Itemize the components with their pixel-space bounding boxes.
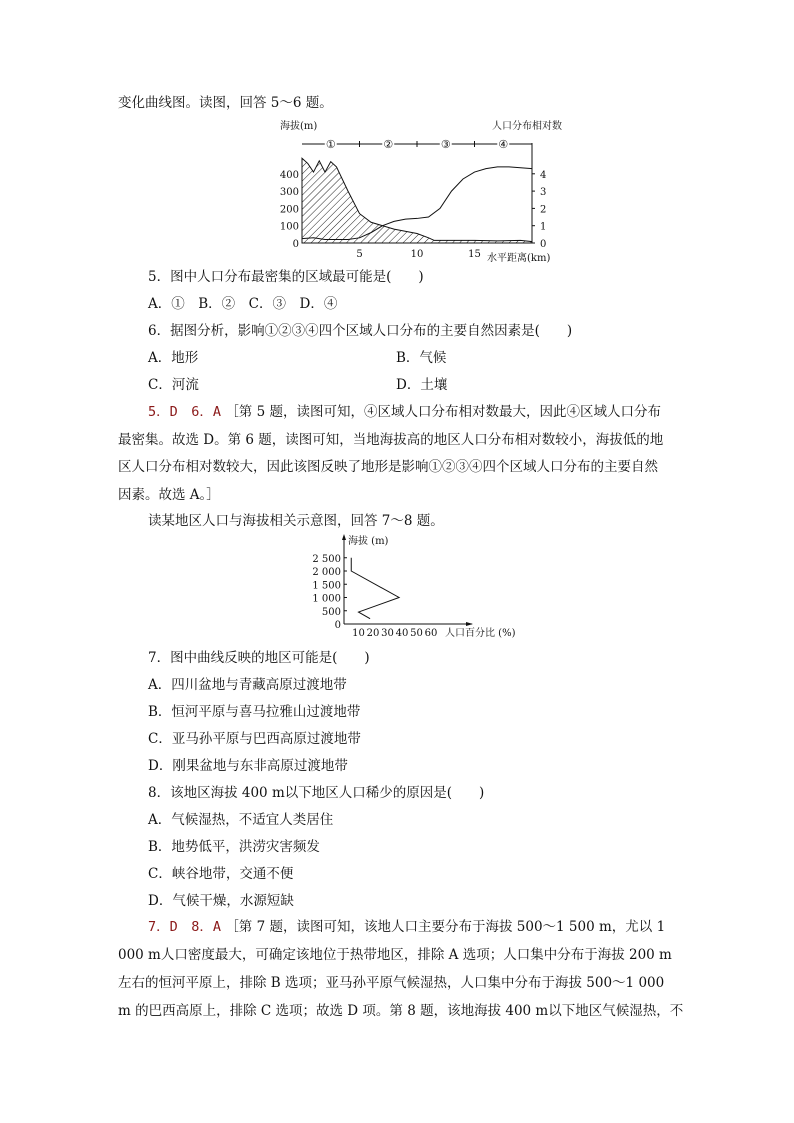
q7-stem: 7．图中曲线反映的地区可能是( ) bbox=[148, 650, 370, 666]
y-left-tick-label: 100 bbox=[280, 221, 299, 233]
y-right-tick-label: 3 bbox=[540, 187, 547, 199]
q8-option-a: A．气候湿热，不适宜人类居住 bbox=[148, 812, 334, 828]
y-right-tick-label: 1 bbox=[540, 221, 547, 233]
y-arrow bbox=[342, 534, 346, 540]
x-tick-label: 30 bbox=[381, 628, 394, 639]
x-label: 人口百分比 (%) bbox=[445, 628, 516, 639]
chart-population-altitude bbox=[300, 532, 540, 640]
q5-options: A．① B．② C．③ D．④ bbox=[148, 296, 338, 312]
intro-5-6: 变化曲线图。读图，回答 5～6 题。 bbox=[118, 95, 333, 111]
answer-label: 7．D 8．A bbox=[148, 919, 222, 935]
x-tick-label: 60 bbox=[424, 628, 438, 639]
q6-option-d: D．土壤 bbox=[396, 377, 448, 393]
answer-5-6-line3: 区人口分布相对数较大，因此该图反映了地形是影响①②③④四个区域人口分布的主要自然 bbox=[118, 459, 658, 475]
region-label: ④ bbox=[498, 138, 509, 151]
q6-stem: 6．据图分析，影响①②③④四个区域人口分布的主要自然因素是( ) bbox=[148, 323, 573, 339]
region-label: ② bbox=[383, 138, 394, 151]
y-tick-label: 500 bbox=[321, 606, 341, 618]
q8-option-c: C．峡谷地带，交通不便 bbox=[148, 866, 294, 882]
answer-5-6-line1: 5．D 6．A ［第 5 题，读图可知，④区域人口分布相对数最大，因此④区域人口分布 bbox=[148, 404, 661, 420]
region-label: ③ bbox=[440, 138, 451, 151]
terrain-area bbox=[302, 158, 532, 243]
intro-7-8: 读某地区人口与海拔相关示意图，回答 7～8 题。 bbox=[148, 513, 444, 529]
y-left-tick-label: 0 bbox=[292, 239, 299, 250]
q6-option-c: C．河流 bbox=[148, 377, 199, 393]
y-tick-label: 2 500 bbox=[312, 553, 341, 565]
answer-5-6-line4: 因素。故选 A。］ bbox=[118, 487, 220, 503]
q6-option-a: A．地形 bbox=[148, 350, 199, 366]
population-altitude-line bbox=[351, 558, 399, 619]
x-tick-label: 40 bbox=[395, 628, 409, 639]
q8-option-d: D．气候干燥，水源短缺 bbox=[148, 893, 294, 909]
y-tick-label: 1 500 bbox=[312, 580, 341, 592]
x-tick-label: 10 bbox=[352, 628, 365, 639]
answer-7-8-line2: 000 m人口密度最大，可确定该地位于热带地区，排除 A 选项；人口集中分布于海拔 200 m bbox=[118, 947, 672, 963]
x-tick-label: 5 bbox=[356, 249, 363, 260]
x-label: 水平距离(km) bbox=[487, 253, 551, 264]
q7-option-c: C．亚马孙平原与巴西高原过渡地带 bbox=[148, 731, 361, 747]
y-right-tick-label: 0 bbox=[540, 239, 547, 250]
q7-option-a: A．四川盆地与青藏高原过渡地带 bbox=[148, 677, 347, 693]
q7-option-d: D．刚果盆地与东非高原过渡地带 bbox=[148, 758, 348, 774]
answer-7-8-line3: 左右的恒河平原上，排除 B 选项；亚马孙平原气候湿热，人口集中分布于海拔 500～1 000 bbox=[118, 975, 665, 991]
y-tick-label: 0 bbox=[334, 620, 341, 631]
x-arrow bbox=[466, 622, 473, 626]
q8-stem: 8．该地区海拔 400 m以下地区人口稀少的原因是( ) bbox=[148, 785, 485, 801]
q5-stem: 5．图中人口分布最密集的区域最可能是( ) bbox=[148, 269, 424, 285]
y-tick-label: 1 000 bbox=[312, 593, 341, 605]
q7-option-b: B．恒河平原与喜马拉雅山过渡地带 bbox=[148, 704, 361, 720]
y-right-label: 人口分布相对数 bbox=[492, 121, 562, 132]
y-left-tick-label: 200 bbox=[280, 204, 299, 216]
y-left-label: 海拔(m) bbox=[280, 121, 318, 132]
y-tick-label: 2 000 bbox=[312, 567, 341, 578]
y-left-tick-label: 300 bbox=[280, 187, 299, 199]
x-tick-label: 15 bbox=[468, 249, 481, 260]
chart-elevation-population bbox=[280, 118, 570, 264]
y-right-tick-label: 4 bbox=[540, 169, 547, 181]
q8-option-b: B．地势低平，洪涝灾害频发 bbox=[148, 839, 320, 855]
answer-label: 5．D 6．A bbox=[148, 404, 222, 420]
x-tick-label: 50 bbox=[410, 628, 423, 639]
x-tick-label: 10 bbox=[410, 249, 424, 260]
answer-7-8-line1: 7．D 8．A ［第 7 题，读图可知，该地人口主要分布于海拔 500～1 500 m，尤以 1 bbox=[148, 919, 666, 935]
region-label: ① bbox=[325, 138, 336, 151]
answer-7-8-line4: m 的巴西高原上，排除 C 选项；故选 D 项。第 8 题，该地海拔 400 m以下地区气候湿热，不 bbox=[118, 1003, 684, 1019]
x-tick-label: 20 bbox=[366, 628, 380, 639]
y-right-tick-label: 2 bbox=[540, 204, 547, 216]
y-left-tick-label: 400 bbox=[280, 169, 299, 181]
q6-option-b: B．气候 bbox=[396, 350, 447, 366]
answer-5-6-line2: 最密集。故选 D。第 6 题，读图可知，当地海拔高的地区人口分布相对数较小，海拔低的地 bbox=[118, 432, 664, 448]
y-label: 海拔 (m) bbox=[348, 536, 389, 547]
